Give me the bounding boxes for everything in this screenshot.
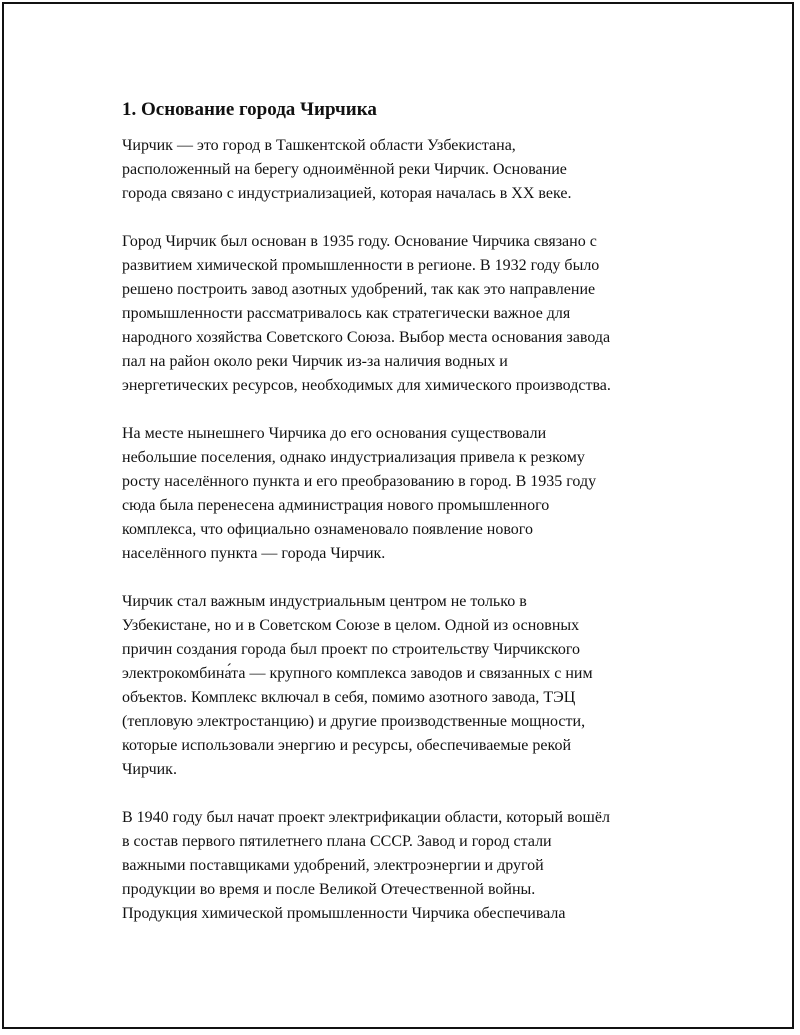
- paragraph-4: Чирчик стал важным индустриальным центром не только в Узбекистане, но и в Советском Союзе в целом. Одной из основных причин создания города был проект по строительству Чирчикского электрокомбина́та — крупного комплекса заводов и связанных с ним объектов. Комплекс включал в себя, помимо азотного завода, ТЭЦ (тепловую электростанцию) и другие производственные мощности, которые использовали энергию и ресурсы, обеспечиваемые рекой Чирчик.: [122, 593, 593, 778]
- paragraph-3: На месте нынешнего Чирчика до его основания существовали небольшие поселения, однако индустриализация привела к резкому росту населённого пункта и его преобразованию в город. В 1935 году сюда была перенесена администрация нового промышленного комплекса, что официально ознаменовало появление нового населённого пункта — города Чирчик.: [122, 425, 597, 562]
- paragraph-5: В 1940 году был начат проект электрификации области, который вошёл в состав первого пятилетнего плана СССР. Завод и город стали важными поставщиками удобрений, электроэнергии и другой продукции во время и после Великой Отечественной войны. Продукция химической промышленности Чирчика обеспечивала: [122, 809, 610, 922]
- page-frame: [2, 2, 794, 1029]
- section-heading: 1. Основание города Чирчика: [122, 99, 377, 120]
- document-body: [122, 98, 702, 950]
- paragraph-2: Город Чирчик был основан в 1935 году. Основание Чирчика связано с развитием химической промышленности в регионе. В 1932 году было решено построить завод азотных удобрений, так как это направление промышленности рассматривалось как стратегически важное для народного хозяйства Советского Союза. Выбор места основания завода пал на район около реки Чирчик из-за наличия водных и энергетических ресурсов, необходимых для химического производства.: [122, 233, 611, 394]
- paragraph-1: Чирчик — это город в Ташкентской области Узбекистана, расположенный на берегу одноимённой реки Чирчик. Основание города связано с индустриализацией, которая началась в XX веке.: [122, 137, 572, 202]
